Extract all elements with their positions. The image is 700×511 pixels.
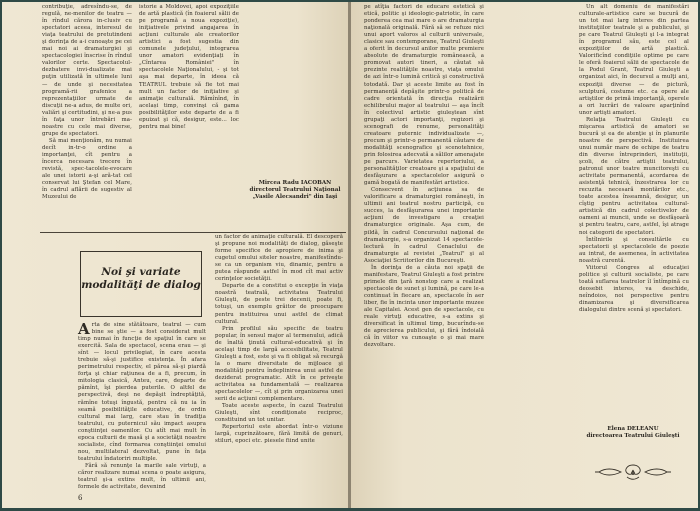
paragraph: Întîlnirile şi consultările cu spectatorii şi spectacolele de poezie au intrat, de asemenea, în activitatea noastră curentă. bbox=[579, 236, 689, 264]
signature-iacoban bbox=[245, 180, 345, 202]
paragraph-with-dropcap bbox=[78, 322, 206, 463]
paragraph: Repertoriul este abordat într-o viziune largă, cuprinzătoare, fără limită de genuri, stiluri, epoci etc. piesele fiind unite bbox=[215, 424, 343, 445]
dropcap: A bbox=[78, 320, 90, 338]
paragraph: Toate aceste aspecte, în cazul Teatrului Giuleşti, sînt condiţionate reciproc, constituind un tot unitar. bbox=[215, 403, 343, 424]
decorative-ornament bbox=[591, 462, 675, 482]
paragraph: Viitorul Congres al educaţiei politice şi culturii socialiste, pe care toată suflarea teatrelor îl întîmpină cu deosebit interes, va deschide, neîndoios, noi perspective pentru dinamizarea şi diversificarea dialogului dintre scenă şi spectatori. bbox=[579, 264, 689, 314]
section-divider bbox=[40, 232, 346, 233]
left-column-1-top bbox=[42, 4, 132, 230]
paragraph: Fără să renunţe la marile sale virtuţi, a căror realizare numai scena o poate asigura, teatrul şi-a extins mult, în ultimii ani, formele de activitate, devenind bbox=[78, 462, 206, 491]
left-column-1-bottom bbox=[78, 322, 206, 500]
paragraph: contribuţie, adresîndu-se, de regulă, ne-menilor de teatru — în rîndul cărora in-clusiv cu spectatori aceea, interesul de viaţa teatrului de pretutindeni şi dorinţa de a-i cunoaşte pe cei mai noi ai dramaturgiei şi spectacologiei înscrise în rîndul valorilor certe. Spectacolul-dezbatere invi-dualizate mai puţin utilizată în ultimele luni — de unde şi necesitatea programă-rii grafenice a reprezentaţiilor urmate de discuţii ne-a adus, de multe ori, valiări şi certitudini, şi ne-a pus în faţa unor întrebări ma-noastre cu cele mai diverse, grupe de spectatori. bbox=[42, 4, 132, 137]
paragraph: Consecvent în acţiunea sa de valorificare a dramaturgiei româneşti, în ultimii ani teatrul nostru participă, cu succes, la desfăşurarea unei importante acţiuni de investigare a creaţiei dramaturgice originale. Aşa cum, de pildă, în cadrul Concursului naţional de dramaturgie, s-a organizat 14 spectacole-lectură în cadrul Cenaclului de dramaturgie al revistei „Teatrul" şi al Asociaţiei Scriitorilor din Bucureşti. bbox=[364, 187, 484, 264]
signature-name: Elena DELEANU bbox=[607, 426, 659, 432]
paragraph: Un alt domeniu de manifestări culturale-artistice care se bucură de un tot mai larg interes din partea instituţiilor teatrale şi a publicului, şi pe care Teatrul Giuleşti şi l-a integrat în programul său, este cel al expoziţiilor de artă plastică. Valorificînd condiţiile optime pe care le oferă foaierul sălii de spectacole de la Podul Grant, Teatrul Giuleşti a organizat aici, în decursul a mulţi ani, expoziţii diverse — de pictură, sculptură, costume etc. ca opere ale artiştilor de primă importanţă, operele a ori lucrări de valoare aparţinînd unor artişti amatori. bbox=[579, 4, 689, 116]
paragraph: un factor de animaţie culturală. El descoperă şi propune noi modalităţi de dialog, găseşte forme specifice de apropiere de inima şi cugetul omului siteler noastre, manifestîndu-se ca un organism viu, dinamic, pentru a putea răspunde astfel în mod cît mai activ cerinţelor societăţii. bbox=[215, 234, 343, 283]
right-column-2 bbox=[579, 4, 689, 404]
paragraph: Relaţia Teatrului Giuleşti cu mişcarea artistică de amatori se bucură şi ea de atenţie şi în planurile noastre de perspectivă. Instituirea unui număr mare de echipe de teatru din diverse întreprinderi, instituţii, şcoli, de către artiştii teatrului, patronul unor teatre muncitoreşti cu activitate permanentă, acordarea de asistenţă tehnică, înzestrarea lor cu recuzita necesară montărilor etc., toate acestea înseamnă, desigur, un cîştig pentru activitatea cultural-artistică din cadrul colectivelor de oameni ai muncii, unde se desfăşoară şi pentru teatru, care, astfel, îşi atrage noi categorii de spectatori. bbox=[579, 116, 689, 236]
left-column-2-top bbox=[139, 4, 239, 164]
paragraph: Să mai menţionăm, nu numai decît in-tr-o ordine a importanţei, cît pentru a încerca necesara trecere în revistă, spec-tacolele-evocare ale unei istorii a-şi ară-tat cel conservat lui Ştefan cel Mare, în cadrul aflării de sugestiv al Muzeului de bbox=[42, 137, 132, 201]
right-column-1 bbox=[364, 4, 484, 508]
left-page bbox=[2, 2, 349, 508]
article-title: Noi şi variate modalităţi de dialog bbox=[81, 266, 201, 291]
paragraph: În dorinţa de a căuta noi spaţii de manifestare, Teatrul Giuleşti a fost printre primele din ţară nonstop care a realizat spectacole de sunet şi lumină, pe care le-a continuat în fiecare an, spectacole în aer liber, fie în incinta unor importante muzee ale Capitalei. Acest gen de spectacole, cu reale virtuţi educative, s-a extins şi diversificat în ultimul timp, bucurîndu-se de aprecierea publicului, şi fără îndoială că în viitor va cunoaşte o şi mai mare dezvoltare. bbox=[364, 264, 484, 349]
signature-deleanu bbox=[575, 426, 691, 440]
paragraph: istorie a Moldovei, apoi expoziţiile de artă plastică (în foaierul sălii de pe programă a noua expoziţie), iniţiativele privind angajarea în acţiuni culturale ale creatorilor artistici a fost sugestia din comunele judeţului, integrarea unor amatori evidenţiați în „Cîntarea României" în spectacolele Naţionalului, - şi tot aşa mai departe, în ideea că TEATRUL trebuie să fie tot mai mult un factor de iniţiative şi animaţie culturală. Rămînînd, în același timp, convinşi că gama posibilităţilor este departe de a fi epuizat şi că, desigur, este... loc pentru mai bine! bbox=[139, 4, 239, 130]
signature-theatre: „Vasile Alecsandri" din Iaşi bbox=[252, 194, 338, 201]
signature-name: Mircea Radu IACOBAN bbox=[258, 180, 332, 186]
page-number: 6 bbox=[78, 494, 83, 502]
paragraph: Prin profilul său specific de teatru popular, în sensul major al termenului, adică de înaltă ţinută cultural-educativă şi în acelaşi timp de largă accesibilitate, Teatrul Giuleşti a fost, este şi va fi obligat să recurgă la o mare diversitate de mijloace şi modalităţi pentru îndeplinirea unui astfel de deziderat programatic. Atît în ce priveşte activitatea sa fundamentală — realizarea spectacolelor —, cît şi prin organizarea unei serii de acţiuni complementare. bbox=[215, 325, 343, 403]
paragraph-text: rta de sine stătătoare, teatrul — cum bine se ştie — a fost considerat mult timp numai în funcţie de spaţiul în care se exercită. Sala de spectacol, scena erau — şi sînt — locul privilegiat, în care acesta trebuie să-şi justifice existenţa. În afara perimetrului respectiv, el părea să-şi piardă forţa şi chiar raţiunea de a fi, precum, în mitologia clasică, Anteu, care, departe de pămînt, îşi pierdea puterile. O altfel de perspectivă, deşi ne depăşit îndreptăţită, rămîne totuşi îngustă, pentru că nu ia în seamă posibilităţile educative, de ordin cultural mai larg, care stau în tradiţia teatrului, cu puternicul său impact asupra conştiinţei oamenilor. Cu atît mai mult în epoca culturii de masă şi a societăţii noastre socialiste, cînd formarea conştiinţei omului nou, multilateral dezvoltat, pune în faţa teatrului îndatoriri multiple. bbox=[78, 322, 206, 462]
signature-role: directorul Teatrului Naţional bbox=[249, 187, 341, 194]
right-page bbox=[351, 2, 698, 508]
paragraph: Departe de a constitui o excepţie în viaţa noastră teatrală, activitatea Teatrului Giuleşti, de peste trei decenii, poate fi, totuşi, un exemplu grăitor de preocupare pentru instituirea unui astfel de climat cultural. bbox=[215, 283, 343, 325]
paragraph: pe atîţia factori de educare estetică şi etică, politic şi ideologic-patriotic, în care ponderea cea mai mare o are dramaturgia naţională originală. Fără să se refuze nici unui aport valoros al culturii universale, clasice sau contemporane, Teatrul Giuleşti a oferit în decursul anilor multe premiere absolute de dramaturgie românească, a promovat autori tineri, a căutat să prezinte realităţile noastre, viaţa omului de azi într-o lumină critică şi constructivă totodată. Dar şi aceste limite au fost în permanenţă depăşite printr-o politică de cadre orientată în direcţia realizării echilibrului major al teatrului — aşa încît în colectivul artistic giuleştean sînt grupaţi actori importanţi, regizori şi scenografi de renume, personalităţi creatoare puternic individualizate —, precum şi printr-o permanentă căutare de modalităţi scenografice şi scenotehnice, prin folosirea adecvată a sălilor amenajate pe parcurs. Varietatea repertoriului, a personalităţilor creatoare şi a spaţiului de desfăşurare a spectacolelor asigură o gamă bogată de manifestări artistice. bbox=[364, 4, 484, 187]
signature-role: directoarea Teatrului Giuleşti bbox=[586, 433, 680, 440]
left-column-2-bottom bbox=[215, 234, 343, 498]
article-title-box bbox=[80, 251, 202, 317]
